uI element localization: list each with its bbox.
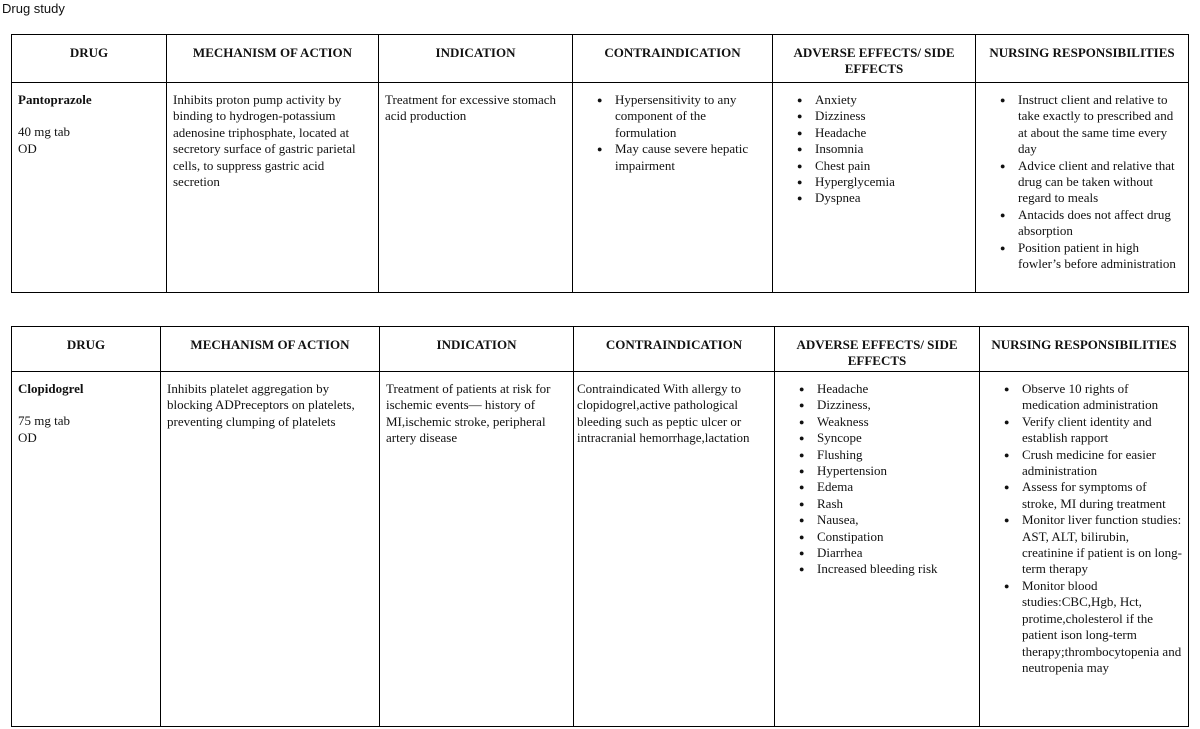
header-adverse-effects: ADVERSE EFFECTS/ SIDE EFFECTS [773, 35, 976, 83]
nursing-list [986, 381, 1182, 676]
mechanism-text: Inhibits proton pump activity by binding to hydrogen-potassium adenosine triphosphate, located at secretory surface of gastric parietal cells, to suppress gastric acid secretion [173, 92, 356, 190]
header-drug: DRUG [12, 35, 167, 83]
drug-table-clopidogrel [11, 326, 1189, 727]
list-item: ● Monitor liver function studies: AST, ALT, bilirubin, creatinine if patient is on long-term therapy [986, 512, 1182, 578]
list-item: ● Syncope [781, 430, 973, 446]
list-item: ● Instruct client and relative to take exactly to prescribed and at about the same time every day [982, 92, 1182, 158]
list-item: ● Antacids does not affect drug absorption [982, 207, 1182, 240]
header-contraindication: CONTRAINDICATION [574, 327, 775, 372]
list-item: ● Rash [781, 496, 973, 512]
header-indication: INDICATION [379, 35, 573, 83]
drug-frequency: OD [18, 140, 37, 156]
header-indication: INDICATION [380, 327, 574, 372]
list-item: ● Dyspnea [779, 190, 969, 206]
list-item: ● Assess for symptoms of stroke, MI during treatment [986, 479, 1182, 512]
indication-text: Treatment of patients at risk for ischemic events— history of MI,ischemic stroke, peripheral artery disease [386, 381, 551, 446]
contraindication-list [579, 92, 766, 174]
list-item: ● Insomnia [779, 141, 969, 157]
list-item: ● Verify client identity and establish rapport [986, 414, 1182, 447]
list-item: ● Edema [781, 479, 973, 495]
list-item: ● Advice client and relative that drug can be taken without regard to meals [982, 158, 1182, 207]
list-item: ● Headache [781, 381, 973, 397]
mechanism-text: Inhibits platelet aggregation by blocking ADPreceptors on platelets, preventing clumping of platelets [167, 381, 355, 429]
list-item: ● Monitor blood studies:CBC,Hgb, Hct, protime,cholesterol if the patient ison long-term therapy;thrombocytopenia and neutropenia may [986, 578, 1182, 676]
drug-name: Pantoprazole [18, 92, 92, 107]
drug-table-pantoprazole [11, 34, 1189, 293]
header-nursing: NURSING RESPONSIBILITIES [976, 35, 1189, 83]
header-row [12, 327, 1189, 372]
list-item: ● Hypersensitivity to any component of the formulation [579, 92, 766, 141]
list-item: ● Increased bleeding risk [781, 561, 973, 577]
drug-row [12, 83, 1189, 293]
list-item: ● Crush medicine for easier administration [986, 447, 1182, 480]
drug-row [12, 372, 1189, 727]
drug-name: Clopidogrel [18, 381, 84, 396]
list-item: ● May cause severe hepatic impairment [579, 141, 766, 174]
nursing-list [982, 92, 1182, 272]
list-item: ● Dizziness [779, 108, 969, 124]
list-item: ● Chest pain [779, 158, 969, 174]
list-item: ● Weakness [781, 414, 973, 430]
header-drug: DRUG [12, 327, 161, 372]
list-item: ● Dizziness, [781, 397, 973, 413]
list-item: ● Anxiety [779, 92, 969, 108]
adverse-effects-list [779, 92, 969, 207]
list-item: ● Headache [779, 125, 969, 141]
drug-dose: 75 mg tab [18, 413, 70, 429]
list-item: ● Position patient in high fowler’s before administration [982, 240, 1182, 273]
list-item: ● Flushing [781, 447, 973, 463]
header-adverse-effects: ADVERSE EFFECTS/ SIDE EFFECTS [775, 327, 980, 372]
list-item: ● Hyperglycemia [779, 174, 969, 190]
header-row [12, 35, 1189, 83]
list-item: ● Constipation [781, 529, 973, 545]
header-contraindication: CONTRAINDICATION [573, 35, 773, 83]
header-mechanism: MECHANISM OF ACTION [161, 327, 380, 372]
header-nursing: NURSING RESPONSIBILITIES [980, 327, 1189, 372]
adverse-effects-list [781, 381, 973, 578]
document-title: Drug study [2, 1, 65, 16]
list-item: ● Observe 10 rights of medication administration [986, 381, 1182, 414]
list-item: ● Nausea, [781, 512, 973, 528]
indication-text: Treatment for excessive stomach acid production [385, 92, 556, 124]
contraindication-text: Contraindicated With allergy to clopidogrel,active pathological bleeding such as peptic ulcer or intracranial hemorrhage,lactation [577, 381, 750, 446]
list-item: ● Hypertension [781, 463, 973, 479]
header-mechanism: MECHANISM OF ACTION [167, 35, 379, 83]
drug-dose: 40 mg tab [18, 124, 70, 140]
list-item: ● Diarrhea [781, 545, 973, 561]
drug-frequency: OD [18, 429, 37, 445]
